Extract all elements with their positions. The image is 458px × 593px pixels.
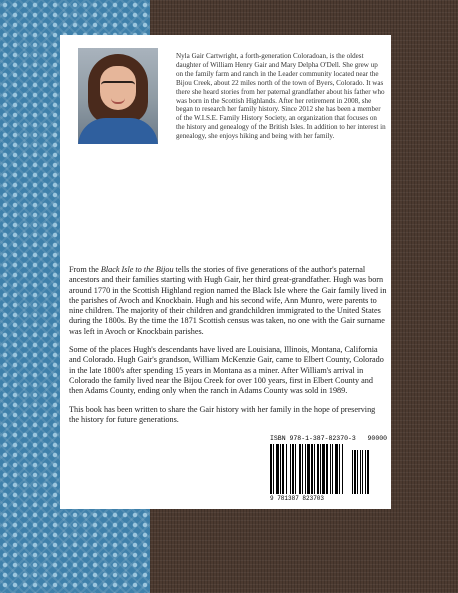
- isbn-number: ISBN 978-1-387-82370-3 90000: [270, 435, 388, 442]
- barcode-bars: [270, 444, 382, 494]
- description-paragraph-3: This book has been written to share the Gair history with her family in the hope of preserving the history for future generations.: [69, 404, 376, 424]
- description-paragraph-1: [69, 265, 387, 337]
- isbn-barcode: [266, 435, 386, 505]
- author-photo-glasses: [101, 81, 135, 91]
- book-description: [69, 265, 387, 433]
- price-code: 90000: [367, 435, 388, 442]
- description-p1-rest: tells the stories of five generations of the author's paternal ancestors and their families starting with Hugh Gair, her third great-grandfather. Hugh was born around 1770 in the Scottish Highland region named the Black Isle where the Gair family lived in the parishes of Avoch and Knockbain. Hugh and his second wife, Ann Munro, were parents to nine children. The majority of their children and grandchildren immigrated to the United States during the 1800s. By the time the 1871 Scottish census was taken, no one with the Gair surname was left in Avoch or Knockbain parishes.: [69, 265, 387, 336]
- barcode-digits: 9 781387 823703: [270, 495, 325, 502]
- back-cover-text-panel: [60, 35, 391, 509]
- description-p1-prefix: From the: [69, 265, 101, 274]
- author-bio: Nyla Gair Cartwright, a forth-generation Coloradoan, is the oldest daughter of William Henry Gair and Mary Delpha O'Dell. She grew up on the family farm and ranch in the Leader community located near the Bijou Creek, about 22 miles north of the town of Byers, Colorado. It was there she heard stories from her paternal grandfather about his father who was born in the Scottish Highlands. After her retirement in 2008, she began to research her family history. Since 2012 she has been a member of the W.I.S.E. Family History Society, an organization that focuses on the history and genealogy of the British Isles. In addition to her interest in genealogy, she enjoys hiking and being with her family.: [176, 52, 386, 141]
- book-title-italic: Black Isle to the Bijou: [100, 265, 174, 274]
- description-paragraph-2: Some of the places Hugh's descendants have lived are Louisiana, Illinois, Montana, California and Colorado. Hugh Gair's grandson, William McKenzie Gair, came to Elbert County, Colorado in the late 1800's after spending 15 years in Montana as a miner. After William's arrival in Colorado the family lived near the Bijou Creek for over 100 years, first in Elbert County and then Adams County, ending only when the ranch in Adams County was sold in 1989.: [69, 345, 384, 396]
- author-photo: [78, 48, 158, 144]
- author-photo-shirt: [78, 118, 158, 144]
